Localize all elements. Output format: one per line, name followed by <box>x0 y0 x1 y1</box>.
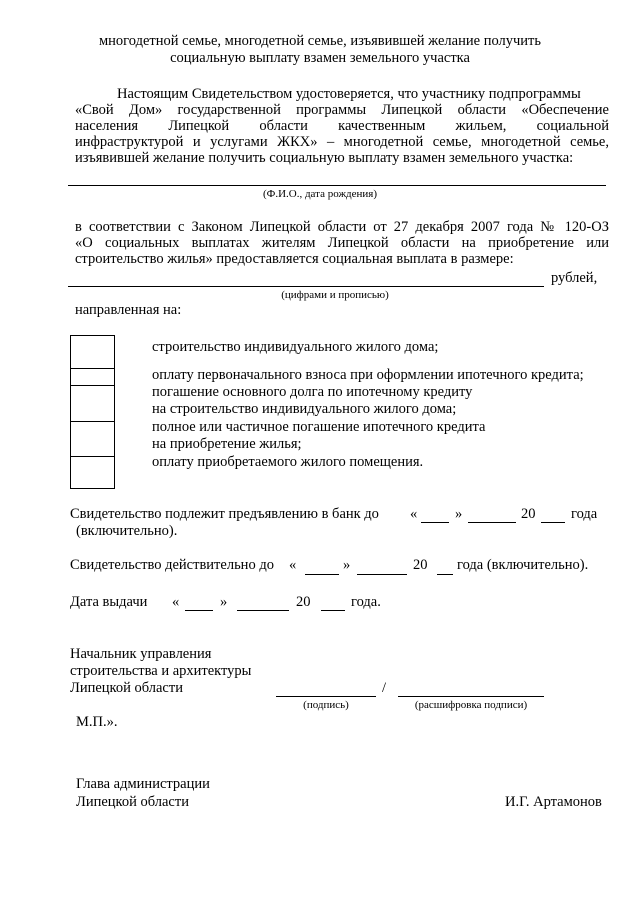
valid-text: Свидетельство действительно до <box>70 557 274 573</box>
intro-line-5: изъявившей желание получить социальную выплату взамен земельного участка: <box>75 150 574 166</box>
option-5-text: оплату приобретаемого жилого помещения. <box>152 454 424 470</box>
valid-year-field[interactable] <box>437 574 453 575</box>
checkbox-option-5[interactable] <box>70 457 115 489</box>
bank-inclusive: (включительно). <box>76 523 178 539</box>
header-line-1: многодетной семье, многодетной семье, изъявившей желание получить <box>98 33 541 49</box>
bank-text: Свидетельство подлежит предъявлению в банк до <box>70 506 379 522</box>
intro-line-4: инфраструктурой и услугами ЖКХ» – многодетной семье, многодетной семье, <box>75 134 609 150</box>
bank-month-field[interactable] <box>468 522 516 523</box>
option-checkbox-grid <box>70 335 115 489</box>
intro-line-3: населения Липецкой области качественным жильем, социальной <box>75 118 609 134</box>
law-line-2: «О социальных выплатах жителям Липецкой области на приобретение или <box>75 235 609 251</box>
issue-month-field[interactable] <box>237 610 289 611</box>
option-3-text-b: на строительство индивидуального жилого дома; <box>152 401 457 417</box>
signature-caption: (подпись) <box>303 699 349 711</box>
valid-open-quote: « <box>289 557 297 573</box>
issue-day-field[interactable] <box>185 610 213 611</box>
checkbox-option-3[interactable] <box>70 386 115 422</box>
decode-caption: (расшифровка подписи) <box>414 699 528 711</box>
law-line-1: в соответствии с Законом Липецкой области от 27 декабря 2007 года № 120-ОЗ <box>75 219 609 235</box>
option-3-text-a: погашение основного долга по ипотечному кредиту <box>152 384 473 400</box>
valid-month-field[interactable] <box>357 574 407 575</box>
signer1-line-2: строительства и архитектуры <box>70 663 252 679</box>
amount-line[interactable] <box>68 286 544 287</box>
bank-year-field[interactable] <box>541 522 565 523</box>
intro-line-2: «Свой Дом» государственной программы Липецкой области «Обеспечение <box>75 102 609 118</box>
signature-decode-field[interactable] <box>398 696 544 697</box>
issue-year-field[interactable] <box>321 610 345 611</box>
option-2-text: оплату первоначального взноса при оформлении ипотечного кредита; <box>152 367 584 383</box>
option-1-text: строительство индивидуального жилого дома; <box>152 339 439 355</box>
issue-close-quote: » <box>220 594 228 610</box>
checkbox-option-4[interactable] <box>70 422 115 457</box>
valid-tail: года (включительно). <box>457 557 589 573</box>
signature-slash: / <box>382 680 387 696</box>
signer1-line-1: Начальник управления <box>70 646 212 662</box>
signer2-name: И.Г. Артамонов <box>505 794 602 810</box>
intro-line-1: Настоящим Свидетельством удостоверяется, что участнику подпрограммы <box>117 86 581 102</box>
issue-open-quote: « <box>172 594 180 610</box>
bank-year-word: года <box>571 506 598 522</box>
bank-close-quote: » <box>455 506 463 522</box>
issue-year-word: года. <box>351 594 381 610</box>
valid-year-prefix: 20 <box>413 557 428 573</box>
issue-text: Дата выдачи <box>70 594 148 610</box>
header-line-2: социальную выплату взамен земельного участка <box>170 50 470 66</box>
bank-day-field[interactable] <box>421 522 449 523</box>
valid-day-field[interactable] <box>305 574 339 575</box>
checkbox-option-2[interactable] <box>70 369 115 386</box>
valid-close-quote: » <box>343 557 351 573</box>
bank-open-quote: « <box>410 506 418 522</box>
option-4-text-b: на приобретение жилья; <box>152 436 302 452</box>
option-4-text-a: полное или частичное погашение ипотечного кредита <box>152 419 486 435</box>
fio-caption: (Ф.И.О., дата рождения) <box>262 188 378 200</box>
stamp-mark: М.П.». <box>76 714 118 730</box>
signer2-line-2: Липецкой области <box>76 794 189 810</box>
signature-field[interactable] <box>276 696 376 697</box>
signer1-line-3: Липецкой области <box>70 680 183 696</box>
issue-year-prefix: 20 <box>296 594 311 610</box>
amount-caption: (цифрами и прописью) <box>281 289 389 301</box>
fio-line[interactable] <box>68 185 606 186</box>
directed-to-label: направленная на: <box>75 302 182 318</box>
law-line-3: строительство жилья» предоставляется социальная выплата в размере: <box>75 251 514 267</box>
rubles-label: рублей, <box>551 270 598 286</box>
checkbox-option-1[interactable] <box>70 336 115 369</box>
signer2-line-1: Глава администрации <box>76 776 210 792</box>
bank-year-prefix: 20 <box>521 506 536 522</box>
